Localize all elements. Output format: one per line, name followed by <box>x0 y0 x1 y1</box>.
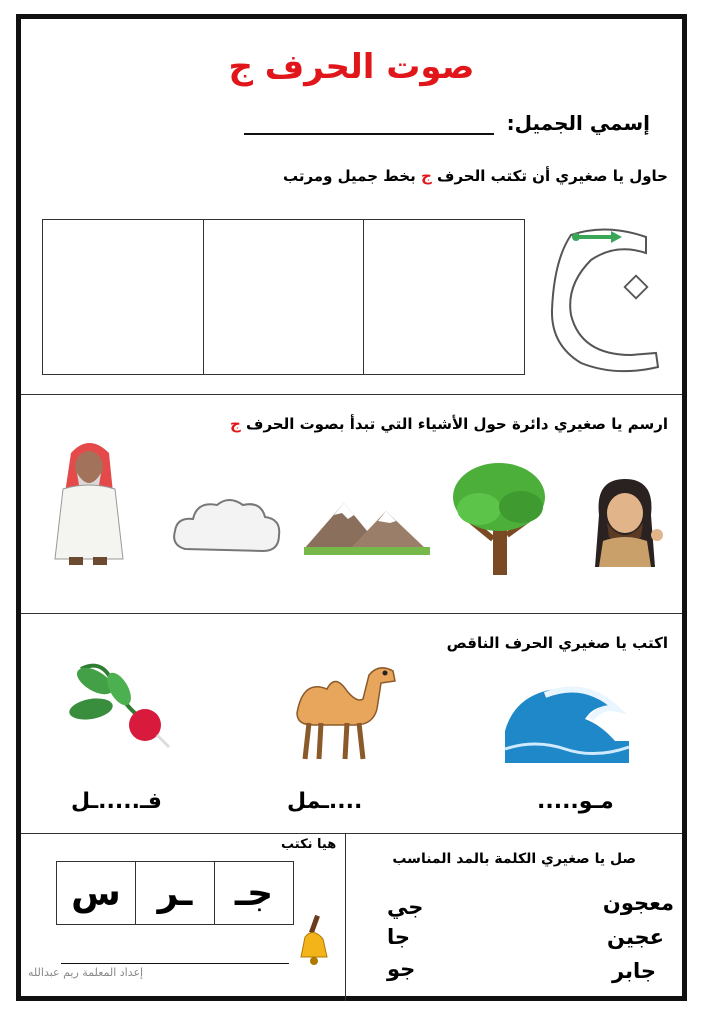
tracing-box-3[interactable] <box>42 219 204 375</box>
tree-image[interactable] <box>449 459 551 577</box>
match-word-2[interactable]: عجين <box>607 925 664 949</box>
divider <box>21 394 682 395</box>
wave-image[interactable] <box>505 675 629 765</box>
name-label: إسمي الجميل: <box>506 111 650 135</box>
worksheet-frame <box>16 14 687 1001</box>
match-word-3[interactable]: جابر <box>612 959 656 983</box>
grandfather-image[interactable] <box>49 433 131 567</box>
instruction-letter: ج <box>229 415 241 433</box>
tracing-box-2[interactable] <box>203 219 364 375</box>
instruction-text-end: بخط جميل ومرتب <box>282 167 416 185</box>
match-word-1[interactable]: معجون <box>602 891 674 915</box>
missing-letter-word-2[interactable]: ....ـمل <box>287 789 363 814</box>
section2-instruction <box>230 415 668 433</box>
tracing-box-1[interactable] <box>363 219 525 375</box>
letter-cell-2[interactable]: ـر <box>135 861 215 925</box>
divider <box>21 613 682 614</box>
cloud-image[interactable] <box>169 493 285 559</box>
title-letter: ج <box>228 47 253 87</box>
credit-text: إعداد المعلمة ريم عبدالله <box>28 966 144 979</box>
instruction-text: ارسم يا صغيري دائرة حول الأشياء التي تبدأ بصوت الحرف <box>246 415 668 433</box>
section1-instruction <box>283 167 668 185</box>
letter-jeem-trace-icon <box>546 215 681 375</box>
section3-instruction: اكتب يا صغيري الحرف الناقص <box>446 634 668 652</box>
divider <box>21 833 682 834</box>
letter-cell-3[interactable]: س <box>56 861 136 925</box>
section4-instruction: هيا نكتب <box>281 837 337 852</box>
title-text: صوت الحرف <box>264 47 475 87</box>
letter-cell-1[interactable]: جـ <box>214 861 294 925</box>
camel-image[interactable] <box>283 659 403 765</box>
missing-letter-word-1[interactable]: فـ.....ـل <box>71 789 162 814</box>
name-field-row <box>244 111 650 135</box>
match-syllable-1[interactable]: جي <box>387 895 424 919</box>
page-title <box>21 47 682 87</box>
bell-icon <box>299 915 329 967</box>
section5-instruction: صل يا صغيري الكلمة بالمد المناسب <box>392 851 636 867</box>
missing-letter-word-3[interactable]: مـو..... <box>537 789 614 814</box>
caveman-image[interactable] <box>585 475 669 571</box>
instruction-letter: ج <box>420 167 432 185</box>
radish-image[interactable] <box>61 659 171 751</box>
match-syllable-2[interactable]: جا <box>387 925 411 949</box>
name-input-line[interactable] <box>244 133 494 135</box>
mountain-image[interactable] <box>304 497 430 557</box>
instruction-text: حاول يا صغيري أن تكتب الحرف <box>437 167 668 185</box>
divider-vertical <box>345 833 346 1001</box>
match-syllable-3[interactable]: جو <box>387 957 416 981</box>
writing-line[interactable] <box>61 963 289 964</box>
